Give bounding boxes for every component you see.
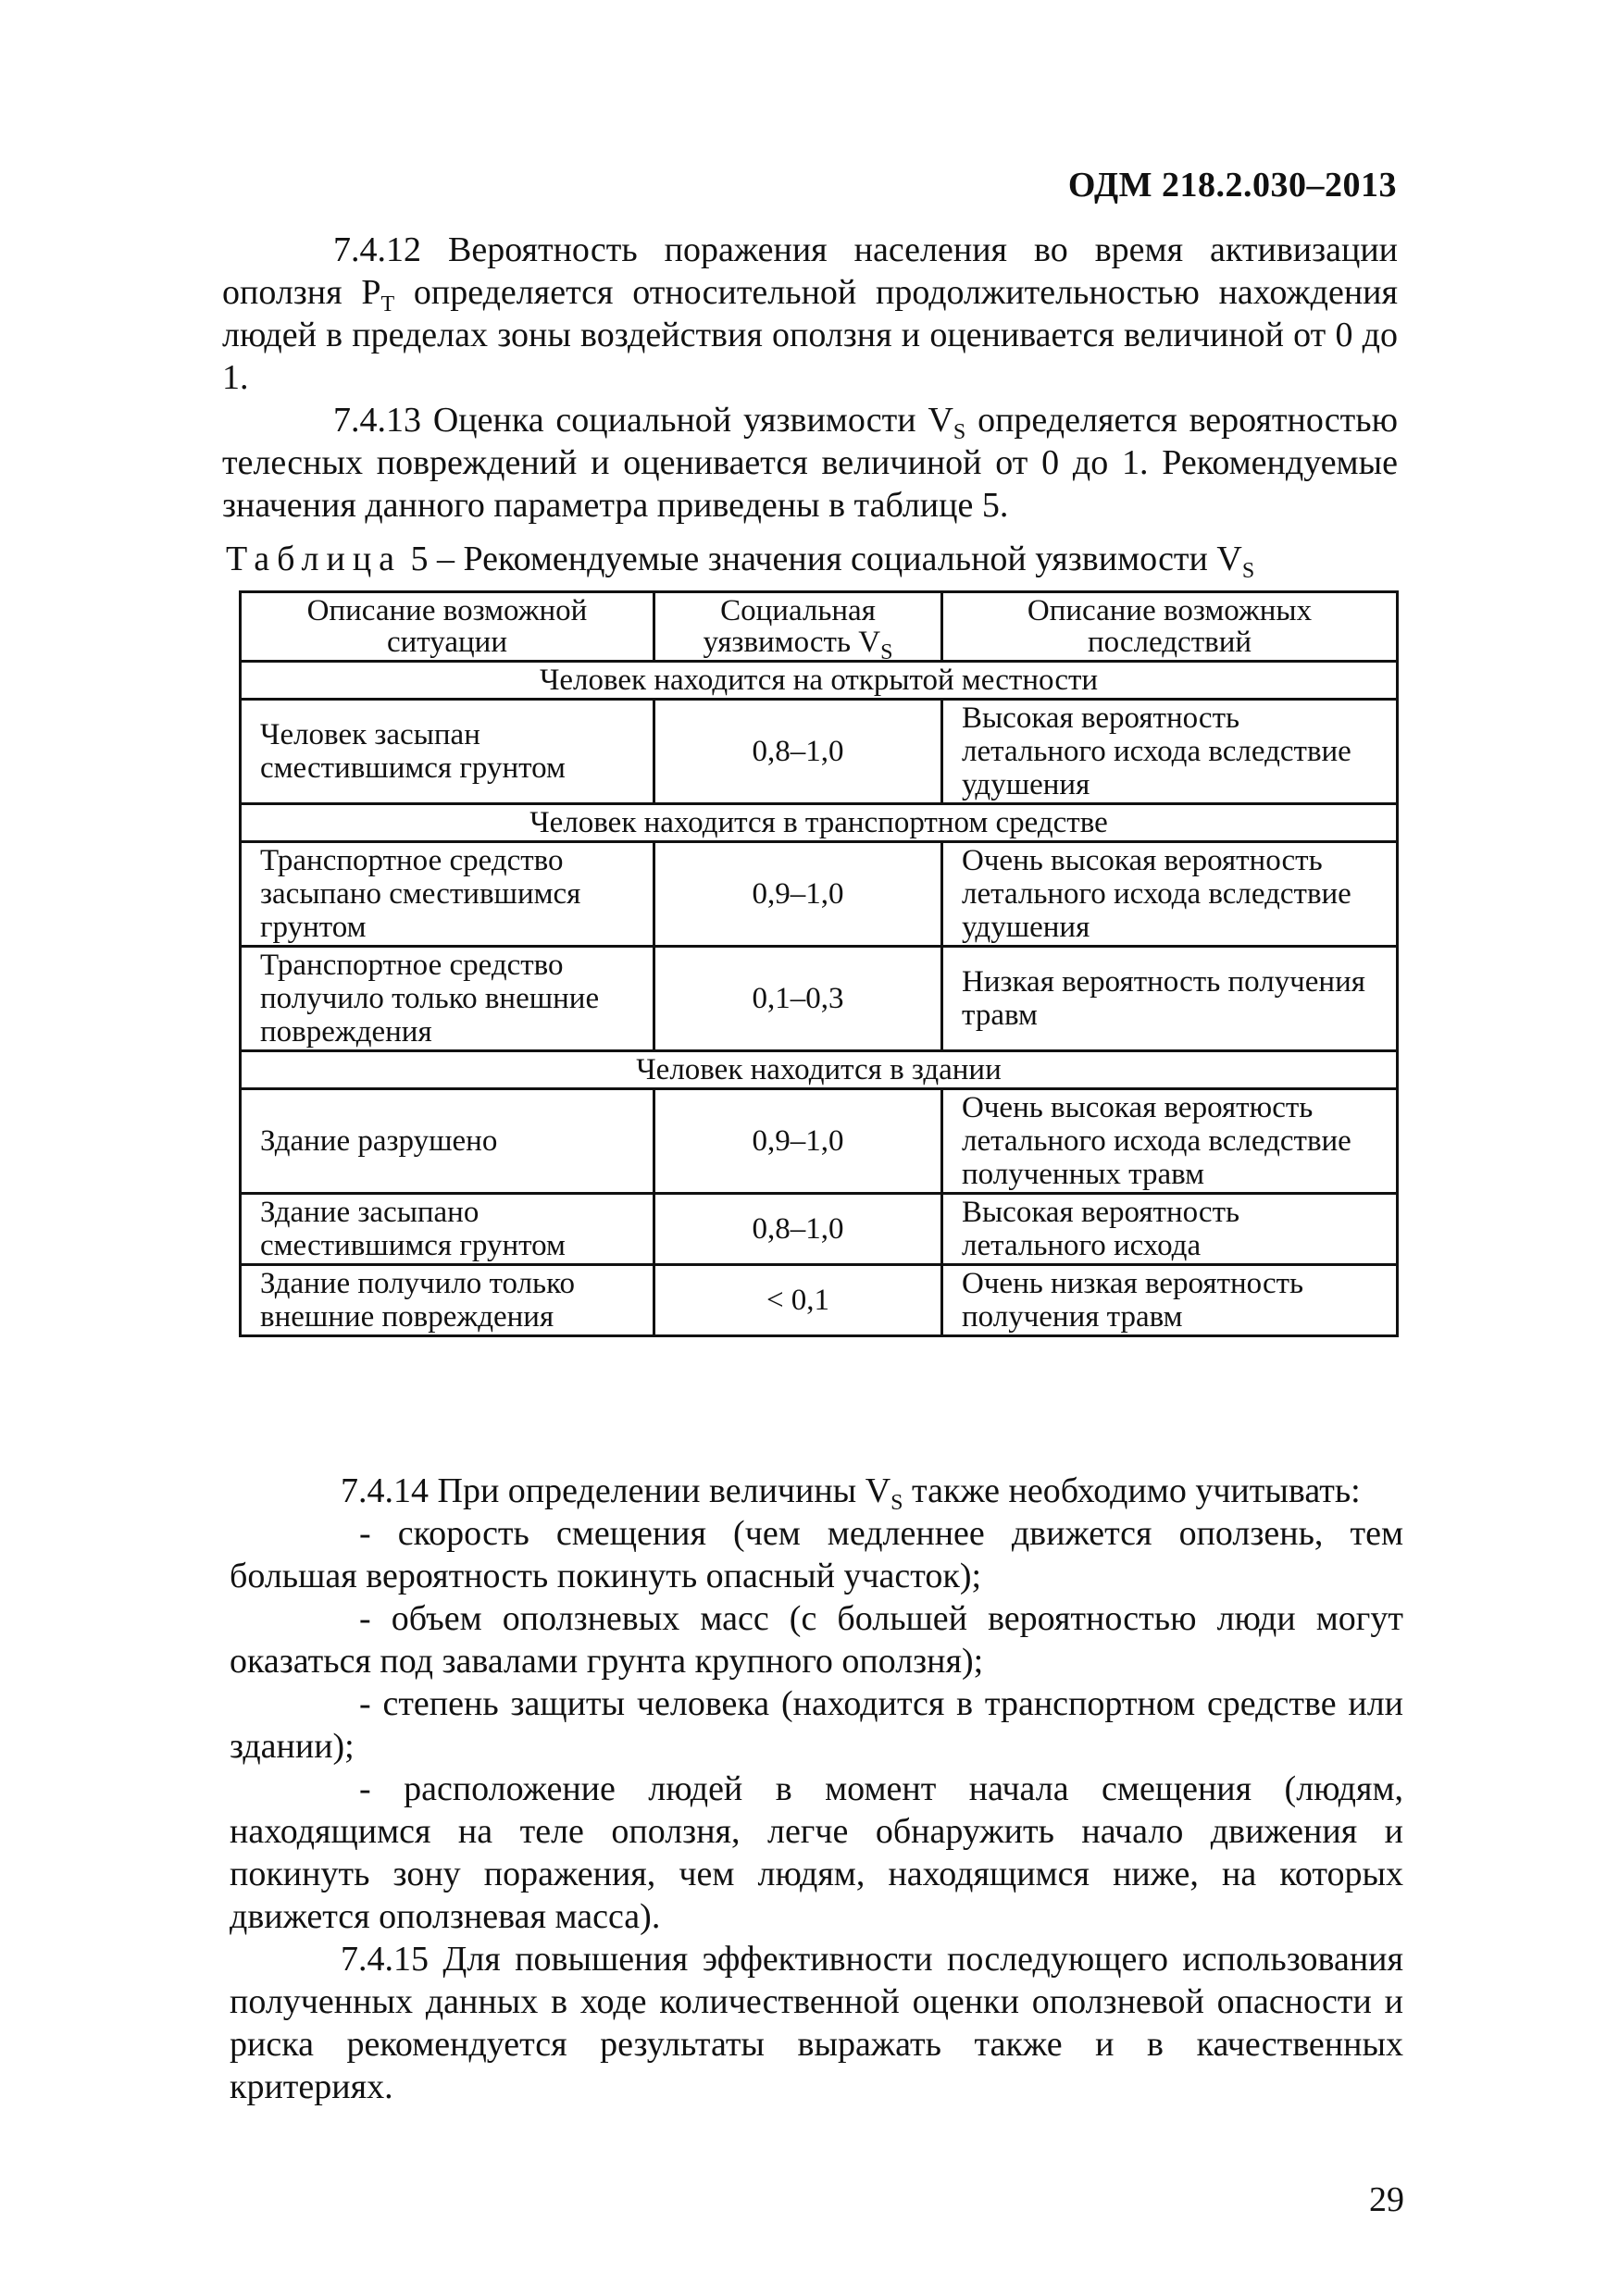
cell-value: 0,8–1,0 bbox=[654, 700, 942, 804]
top-text-block bbox=[222, 229, 1398, 527]
cell-situation: Здание засыпано сместившимся грунтом bbox=[241, 1194, 654, 1265]
table-social-vulnerability bbox=[239, 590, 1399, 1337]
cell-consequence: Очень низкая вероятность получения травм bbox=[942, 1265, 1398, 1336]
table-row bbox=[241, 842, 1398, 947]
cell-value: 0,1–0,3 bbox=[654, 947, 942, 1051]
cell-situation: Транспортное средство засыпано сместившимся грунтом bbox=[241, 842, 654, 947]
table-row bbox=[241, 700, 1398, 804]
cell-consequence: Высокая вероятность летального исхода вследствие удушения bbox=[942, 700, 1398, 804]
table-row bbox=[241, 947, 1398, 1051]
header-consequences: Описание возможных последствий bbox=[942, 592, 1398, 662]
table-row bbox=[241, 1089, 1398, 1194]
cell-situation: Человек засыпан сместившимся грунтом bbox=[241, 700, 654, 804]
cell-consequence: Высокая вероятность летального исхода bbox=[942, 1194, 1398, 1265]
bottom-text-block bbox=[230, 1470, 1403, 2108]
paragraph-7-4-14: 7.4.14 При определении величины $V_S$ также необходимо учитывать: bbox=[341, 1471, 1361, 1515]
cell-value: < 0,1 bbox=[654, 1265, 942, 1336]
bullet-item: - объем оползневых масс (с большей вероятностью люди могут оказаться под завалами грунта крупного оползня); bbox=[230, 1599, 1403, 1681]
cell-consequence: Низкая вероятность получения травм bbox=[942, 947, 1398, 1051]
bullet-item: - расположение людей в момент начала смещения (людям, находящимся на теле оползня, легче обнаружить начало движения и покинуть зону поражения, чем людям, находящимся ниже, на которых движется оползневая масса). bbox=[230, 1769, 1403, 1936]
paragraph-7-4-15: 7.4.15 Для повышения эффективности последующего использования полученных данных в ходе количественной оценки оползневой опасности и риска рекомендуется результаты выражать также и в качественных критериях. bbox=[230, 1940, 1403, 2106]
cell-consequence: Очень высокая вероятность летального исхода вследствие удушения bbox=[942, 842, 1398, 947]
cell-situation: Транспортное средство получило только внешние повреждения bbox=[241, 947, 654, 1051]
paragraph-7-4-13: 7.4.13 Оценка социальной уязвимости $V_S$ определяется вероятностью телесных повреждений и оценивается величиной от 0 до 1. Рекомендуемые значения данного параметра приведены в таблице 5. bbox=[222, 401, 1398, 525]
table-row bbox=[241, 1194, 1398, 1265]
cell-consequence: Очень высокая вероятюсть летального исхода вследствие полученных травм bbox=[942, 1089, 1398, 1194]
document-code-header: ОДМ 218.2.030–2013 bbox=[1067, 166, 1397, 205]
cell-situation: Здание разрушено bbox=[241, 1089, 654, 1194]
section-row: Человек находится на открытой местности bbox=[241, 662, 1398, 700]
section-row: Человек находится в транспортном средстве bbox=[241, 804, 1398, 842]
bullet-item: - степень защиты человека (находится в транспортном средстве или здании); bbox=[230, 1684, 1403, 1766]
cell-value: 0,9–1,0 bbox=[654, 1089, 942, 1194]
table-row bbox=[241, 1265, 1398, 1336]
header-situation: Описание возможной ситуации bbox=[241, 592, 654, 662]
page-number: 29 bbox=[1369, 2180, 1404, 2219]
section-row: Человек находится в здании bbox=[241, 1051, 1398, 1089]
paragraph-7-4-12: 7.4.12 Вероятность поражения населения во время активизации оползня $P_T$ определяется относительной продолжительностью нахождения людей в пределах зоны воздействия оползня и оценивается величиной от 0 до 1. bbox=[222, 230, 1398, 397]
cell-value: 0,9–1,0 bbox=[654, 842, 942, 947]
table-caption: Таблица 5 – Рекомендуемые значения социальной уязвимости $V_S$ bbox=[226, 540, 1255, 583]
cell-value: 0,8–1,0 bbox=[654, 1194, 942, 1265]
table-header-row bbox=[241, 592, 1398, 662]
header-vulnerability: Социальная уязвимость $V_S$ bbox=[654, 592, 942, 662]
cell-situation: Здание получило только внешние повреждения bbox=[241, 1265, 654, 1336]
bullet-item: - скорость смещения (чем медленнее движется оползень, тем большая вероятность покинуть опасный участок); bbox=[230, 1514, 1403, 1595]
